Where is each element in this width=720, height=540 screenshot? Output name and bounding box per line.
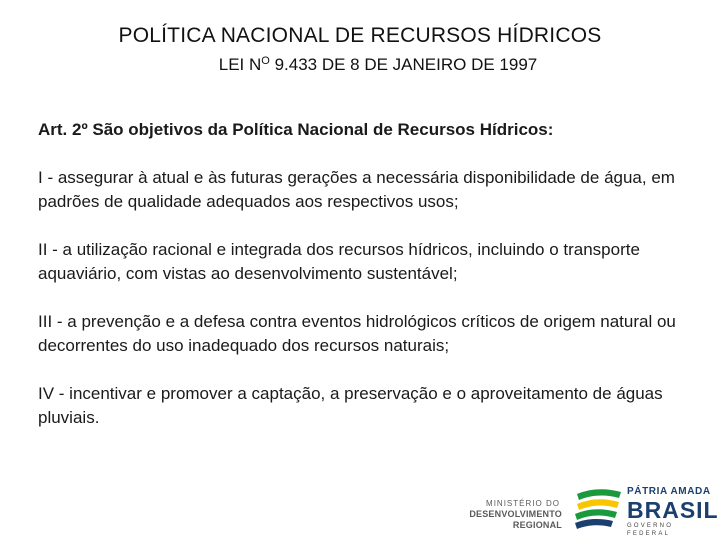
ministry-line-2: DESENVOLVIMENTO REGIONAL <box>469 509 562 530</box>
article-item-4: IV - incentivar e promover a captação, a preservação e o aproveitamento de águas pluviais. <box>38 384 663 427</box>
article-body <box>38 118 688 454</box>
article-item-3: III - a prevenção e a defesa contra eventos hidrológicos críticos de origem natural ou decorrentes do uso inadequado dos recursos naturais; <box>38 312 676 355</box>
brand-logo <box>627 486 717 538</box>
ministry-logo <box>426 498 562 531</box>
document-subtitle <box>0 55 720 75</box>
subtitle-suffix: 9.433 DE 8 DE JANEIRO DE 1997 <box>269 55 538 74</box>
subtitle-superscript: O <box>261 55 270 67</box>
footer <box>0 480 720 540</box>
subtitle-prefix: LEI N <box>218 55 262 74</box>
article-item-1: I - assegurar à atual e às futuras gerações a necessária disponibilidade de água, em padrões de qualidade adequados aos respectivos usos; <box>38 168 675 211</box>
article-item-2: II - a utilização racional e integrada dos recursos hídricos, incluindo o transporte aquaviário, com vistas ao desenvolvimento sustentável; <box>38 240 640 283</box>
brand-line-2: BRASIL <box>627 497 719 523</box>
brand-line-1: PÁTRIA AMADA <box>627 486 711 497</box>
brazil-flag-icon <box>573 486 623 530</box>
article-heading: Art. 2º São objetivos da Política Nacional de Recursos Hídricos: <box>38 120 554 139</box>
ministry-line-1: MINISTÉRIO DO <box>486 499 560 508</box>
brand-line-3: GOVERNO FEDERAL <box>627 523 674 537</box>
document-title: POLÍTICA NACIONAL DE RECURSOS HÍDRICOS <box>118 24 602 47</box>
